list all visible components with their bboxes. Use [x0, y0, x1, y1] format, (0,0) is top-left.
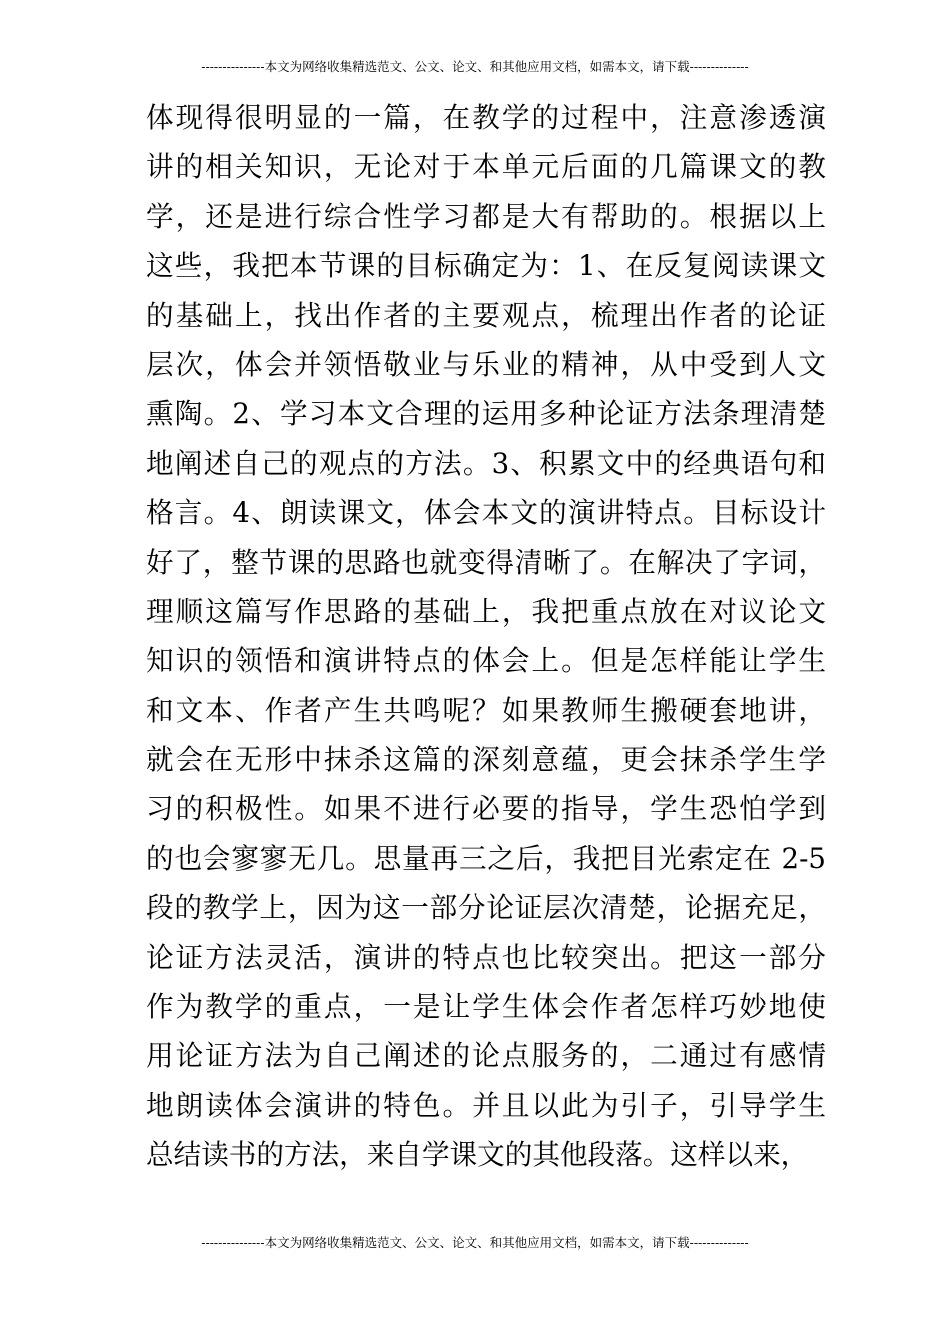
- text-line: 用论证方法为自己阐述的论点服务的，二通过有感情: [146, 1039, 826, 1073]
- text-line: 好了，整节课的思路也就变得清晰了。在解决了字词，: [146, 545, 826, 579]
- text-line: 论证方法灵活，演讲的特点也比较突出。把这一部分: [146, 940, 826, 974]
- text-line: 总结读书的方法，来自学课文的其他段落。这样以来，: [146, 1138, 809, 1172]
- text-line: 的也会寥寥无几。思量再三之后，我把目光索定在 2-5: [146, 841, 826, 875]
- text-line: 就会在无形中抹杀这篇的深刻意蕴，更会抹杀学生学: [146, 743, 826, 777]
- text-line: 体现得很明显的一篇，在教学的过程中，注意渗透演: [146, 101, 826, 134]
- text-line: 作为教学的重点，一是让学生体会作者怎样巧妙地使: [146, 990, 826, 1024]
- text-line: 讲的相关知识，无论对于本单元后面的几篇课文的教: [146, 150, 826, 184]
- text-line: 的基础上，找出作者的主要观点，梳理出作者的论证: [146, 298, 826, 332]
- text-line: 这些，我把本节课的目标确定为：1、在反复阅读课文: [146, 249, 826, 283]
- text-line: 习的积极性。如果不进行必要的指导，学生恐怕学到: [146, 792, 826, 826]
- body-text: [146, 93, 826, 1180]
- text-line: 学，还是进行综合性学习都是大有帮助的。根据以上: [146, 199, 826, 233]
- text-line: 层次，体会并领悟敬业与乐业的精神，从中受到人文: [146, 347, 826, 381]
- text-line: 地阐述自己的观点的方法。3、积累文中的经典语句和: [146, 446, 826, 480]
- page-header: ---------------本文为网络收集精选范文、公文、论文、和其他应用文档，如需本文，请下载--------------: [201, 59, 749, 74]
- text-line: 理顺这篇写作思路的基础上，我把重点放在对议论文: [146, 594, 826, 628]
- text-line: 格言。4、朗读课文，体会本文的演讲特点。目标设计: [146, 496, 826, 530]
- text-line: 地朗读体会演讲的特色。并且以此为引子，引导学生: [146, 1088, 826, 1122]
- text-line: 知识的领悟和演讲特点的体会上。但是怎样能让学生: [146, 644, 826, 678]
- text-line: 和文本、作者产生共鸣呢？如果教师生搬硬套地讲，: [146, 693, 826, 727]
- page-footer: ---------------本文为网络收集精选范文、公文、论文、和其他应用文档，如需本文，请下载--------------: [201, 1235, 749, 1250]
- text-line: 段的教学上，因为这一部分论证层次清楚，论据充足，: [146, 891, 826, 925]
- text-line: 熏陶。2、学习本文合理的运用多种论证方法条理清楚: [146, 397, 826, 431]
